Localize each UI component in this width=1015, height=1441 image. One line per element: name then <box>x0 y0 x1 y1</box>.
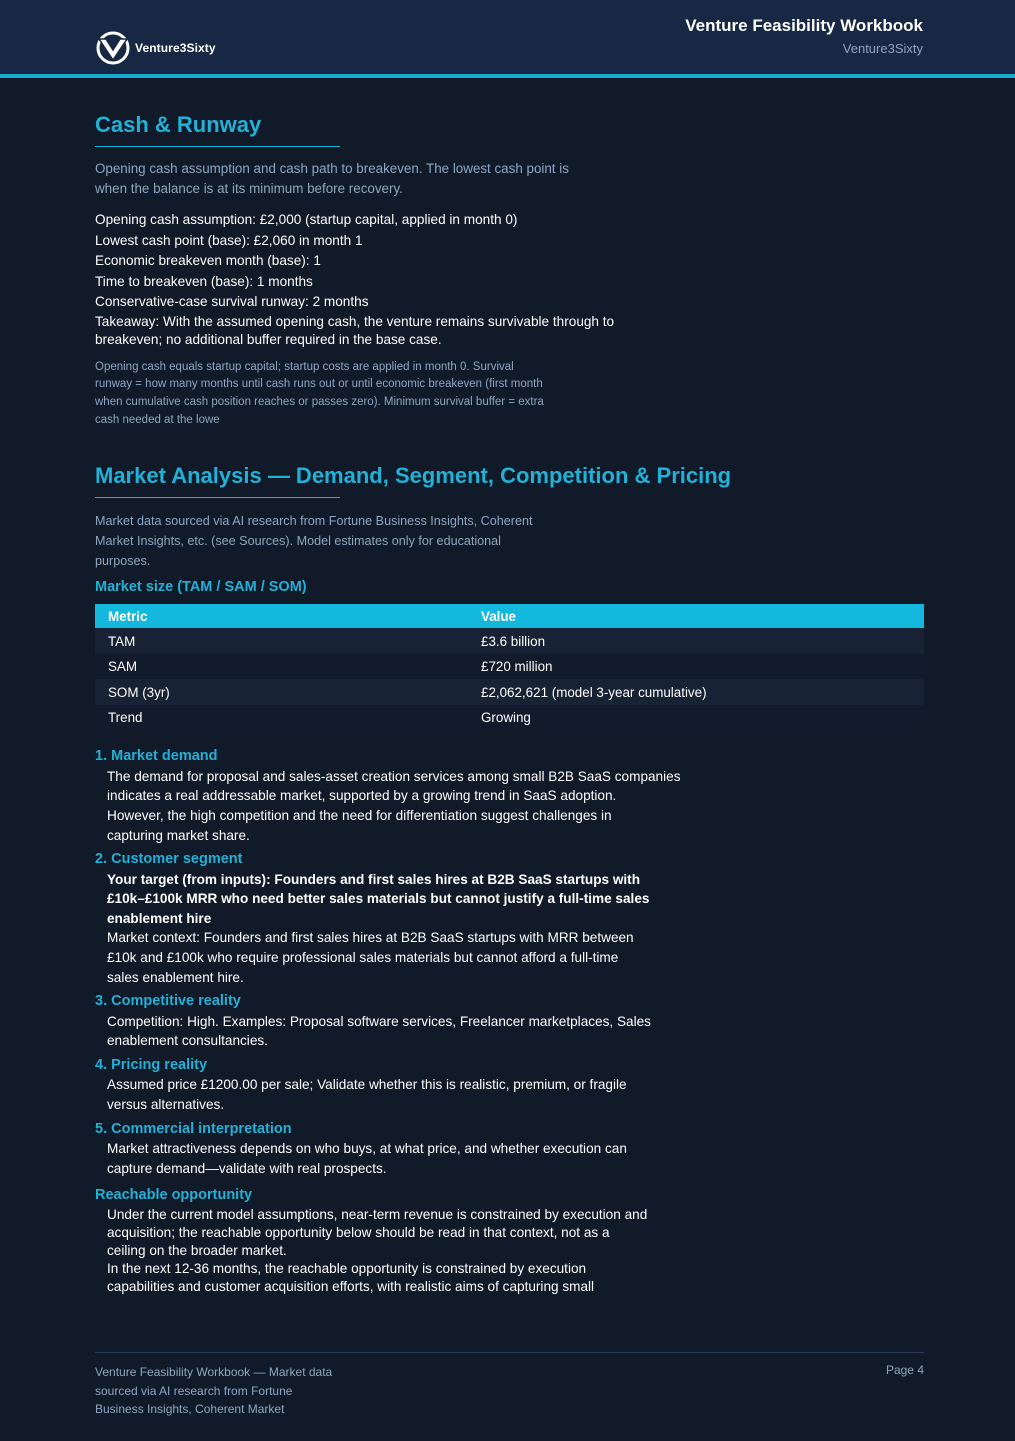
cash-metrics <box>95 210 925 349</box>
market-analysis-section <box>95 461 925 1296</box>
cash-footnote <box>95 359 925 430</box>
body-line: ceiling on the broader market. <box>107 1242 287 1258</box>
takeaway-line: breakeven; no additional buffer required in the base case. <box>95 331 442 347</box>
note-line: runway = how many months until cash runs out or until economic breakeven (first month <box>95 378 543 391</box>
document-subtitle: Venture3Sixty <box>842 41 923 56</box>
body-line: capturing market share. <box>107 827 250 843</box>
body-line: However, the high competition and the need for differentiation suggest challenges in <box>107 808 612 823</box>
body-line: Market context: Founders and first sales hires at B2B SaaS startups with MRR between <box>107 930 634 946</box>
body-line: Under the current model assumptions, near-term revenue is constrained by execution and <box>107 1206 648 1222</box>
item-heading: Reachable opportunity <box>95 1187 253 1204</box>
footer-line: Venture Feasibility Workbook — Market data <box>95 1365 333 1379</box>
body-line: Market attractiveness depends on who buys, at what price, and whether execution can <box>107 1141 627 1157</box>
page-footer <box>95 1352 924 1416</box>
item-heading: 3. Competitive reality <box>95 993 241 1010</box>
column-header: Metric <box>95 604 468 628</box>
cash-metric-line: Time to breakeven (base): 1 months <box>95 273 313 289</box>
table-cell: SAM <box>95 654 468 680</box>
body-line-bold: Your target (from inputs): Founders and first sales hires at B2B SaaS startups with <box>107 871 641 887</box>
table-cell: SOM (3yr) <box>95 679 468 705</box>
footer-line: Business Insights, Coherent Market <box>95 1402 285 1416</box>
table-row <box>95 628 924 654</box>
reachable-opportunity <box>95 1186 925 1296</box>
table-cell: £3.6 billion <box>468 628 924 654</box>
item-heading: 1. Market demand <box>95 748 218 765</box>
cash-metric-line: Opening cash assumption: £2,000 (startup capital, applied in month 0) <box>95 212 518 227</box>
pricing-reality-item <box>95 1056 925 1115</box>
item-heading: 2. Customer segment <box>95 851 243 868</box>
body-line: Competition: High. Examples: Proposal software services, Freelancer marketplaces, Sales <box>107 1013 651 1029</box>
column-header: Value <box>468 604 924 628</box>
footer-source-note <box>95 1363 345 1419</box>
body-line: The demand for proposal and sales-asset creation services among small B2B SaaS companies <box>107 768 681 784</box>
cash-metric-line: Conservative-case survival runway: 2 months <box>95 294 369 309</box>
item-body <box>95 1012 925 1051</box>
competitive-reality-item <box>95 992 925 1051</box>
item-body <box>95 1139 925 1178</box>
table-cell: Growing <box>468 705 924 731</box>
section-intro <box>95 511 925 571</box>
note-line: Opening cash equals startup capital; startup costs are applied in month 0. Survival <box>95 360 514 373</box>
page-header <box>0 0 1015 78</box>
cash-metric-line: Lowest cash point (base): £2,060 in month 1 <box>95 232 363 248</box>
table-row <box>95 705 924 731</box>
section-heading: Cash & Runway <box>95 112 262 137</box>
table-cell: Trend <box>95 705 468 731</box>
brand-name: Venture3Sixty <box>135 41 216 55</box>
cash-takeaway <box>95 313 925 349</box>
body-line-bold: £10k–£100k MRR who need better sales materials but cannot justify a full-time sales <box>107 891 650 907</box>
cash-runway-section <box>95 110 925 429</box>
page-content <box>95 110 925 1296</box>
item-body <box>95 767 925 845</box>
intro-line: Market data sourced via AI research from Fortune Business Insights, Coherent <box>95 514 533 529</box>
heading-underline <box>95 146 340 147</box>
body-line: sales enablement hire. <box>107 969 244 985</box>
heading-underline <box>95 497 340 498</box>
body-line: enablement consultancies. <box>107 1033 268 1049</box>
table-cell: £720 million <box>468 654 924 680</box>
body-line-bold: enablement hire <box>107 910 212 926</box>
body-line: acquisition; the reachable opportunity below should be read in that context, not as a <box>107 1224 610 1240</box>
note-line: cash needed at the lowe <box>95 413 220 426</box>
market-demand-item <box>95 747 925 845</box>
intro-line: purposes. <box>95 554 151 569</box>
table-row <box>95 679 924 705</box>
item-body <box>95 870 925 988</box>
footer-line: sourced via AI research from Fortune <box>95 1383 293 1398</box>
section-heading: Market Analysis — Demand, Segment, Competition & Pricing <box>95 463 732 489</box>
intro-line: when the balance is at its minimum before recovery. <box>95 181 403 196</box>
body-line: indicates a real addressable market, supported by a growing trend in SaaS adoption. <box>107 788 617 804</box>
body-line: versus alternatives. <box>107 1097 225 1113</box>
table-cell: £2,062,621 (model 3-year cumulative) <box>468 679 924 705</box>
note-line: when cumulative cash position reaches or passes zero). Minimum survival buffer = extra <box>95 395 544 408</box>
body-line: capture demand—validate with real prospects. <box>107 1160 387 1176</box>
item-body <box>95 1206 925 1296</box>
table-cell: TAM <box>95 628 468 654</box>
table-row <box>95 654 924 680</box>
table-header-row <box>95 604 924 628</box>
body-line: Assumed price £1200.00 per sale; Validate whether this is realistic, premium, or fragile <box>107 1077 627 1093</box>
market-size-table <box>95 604 924 730</box>
commercial-interpretation-item <box>95 1120 925 1179</box>
intro-line: Opening cash assumption and cash path to breakeven. The lowest cash point is <box>95 161 569 176</box>
body-line: £10k and £100k who require professional sales materials but cannot afford a full-time <box>107 950 619 966</box>
item-body <box>95 1075 925 1114</box>
brand-logo <box>95 30 216 66</box>
page-number: Page 4 <box>885 1363 924 1377</box>
body-line: In the next 12-36 months, the reachable opportunity is constrained by execution <box>107 1260 587 1276</box>
venture3sixty-logo-icon <box>95 30 131 66</box>
section-intro <box>95 159 925 199</box>
item-heading: 5. Commercial interpretation <box>95 1120 292 1137</box>
market-size-heading: Market size (TAM / SAM / SOM) <box>95 579 307 596</box>
cash-metric-line: Economic breakeven month (base): 1 <box>95 253 321 268</box>
body-line: capabilities and customer acquisition efforts, with realistic aims of capturing small <box>107 1278 595 1294</box>
customer-segment-item <box>95 850 925 987</box>
takeaway-line: Takeaway: With the assumed opening cash, the venture remains survivable through to <box>95 313 615 329</box>
intro-line: Market Insights, etc. (see Sources). Model estimates only for educational <box>95 534 501 549</box>
item-heading: 4. Pricing reality <box>95 1056 208 1073</box>
document-title: Venture Feasibility Workbook <box>685 16 923 35</box>
